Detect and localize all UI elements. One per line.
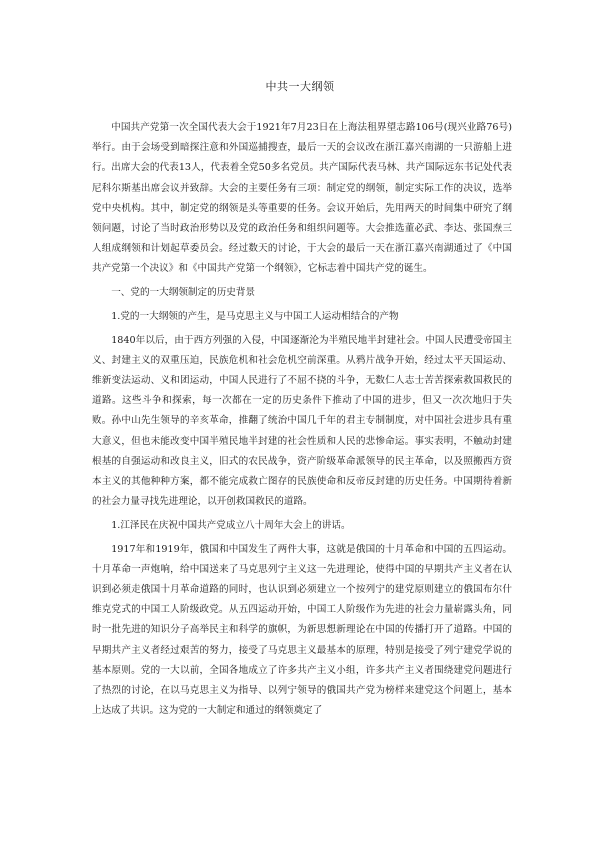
document-body	[92, 118, 512, 725]
paragraph-revolution: 1917年和1919年，俄国和中国发生了两件大事，这就是俄国的十月革命和中国的五四运动。十月革命一声炮响，给中国送来了马克思列宁主义这一先进理论，使得中国的早期共产主义者在认识到必须走俄国十月革命道路的同时，也认识到必须建立一个按列宁的建党原则建立的俄国布尔什维克党式的中国工人阶级政党。从五四运动开始，中国工人阶级作为先进的社会力量崭露头角，同时一批先进的知识分子高举民主和科学的旗帜，为新思想新理论在中国的传播打开了道路。中国的早期共产主义者经过艰苦的努力，接受了马克思主义最基本的原理，特别是接受了列宁建党学说的基本原则。党的一大以前，全国各地成立了许多共产主义小组，许多共产主义者围绕建党问题进行了热烈的讨论，在以马克思主义为指导、以列宁领导的俄国共产党为榜样来建党这个问题上，基本上达成了共识。这为党的一大制定和通过的纲领奠定了	[92, 543, 512, 717]
paragraph-history: 1840年以后，由于西方列强的入侵，中国逐渐沦为半殖民地半封建社会。中国人民遭受帝国主义、封建主义的双重压迫，民族危机和社会危机空前深重。从鸦片战争开始，经过太平天国运动、维新变法运动、义和团运动，中国人民进行了不屈不挠的斗争，无数仁人志士苦苦探索救国救民的道路。这些斗争和探索，每一次都在一定的历史条件下推动了中国的进步，但又一次次地归于失败。孙中山先生领导的辛亥革命，推翻了统治中国几千年的君主专制制度，对中国社会进步具有重大意义，但也未能改变中国半殖民地半封建的社会性质和人民的悲惨命运。事实表明，不触动封建根基的自强运动和改良主义，旧式的农民战争，资产阶级革命派领导的民主革命，以及照搬西方资本主义的其他种种方案，都不能完成救亡图存的民族使命和反帝反封建的历史任务。中国期待着新的社会力量寻找先进理论，以开创救国救民的道路。	[92, 334, 512, 508]
citation-note: 1.江泽民在庆祝中国共产党成立八十周年大会上的讲话。	[111, 519, 351, 531]
section-heading: 一、党的一大纲领制定的历史背景	[111, 287, 256, 299]
document-title: 中共一大纲领	[265, 80, 335, 93]
subsection-heading: 1.党的一大纲领的产生，是马克思主义与中国工人运动相结合的产物	[111, 310, 399, 322]
paragraph-intro: 中国共产党第一次全国代表大会于1921年7月23日在上海法租界望志路106号(现兴业路76号)举行。由于会场受到暗探注意和外国巡捕搜查，最后一天的会议改在浙江嘉兴南湖的一只游船上进行。出席大会的代表13人，代表着全党50多名党员。共产国际代表马林、共产国际远东书记处代表尼科尔斯基出席会议并致辞。大会的主要任务有三项：制定党的纲领，制定实际工作的决议，选举党中央机构。其中，制定党的纲领是头等重要的任务。会议开始后，先用两天的时间集中研究了纲领问题，讨论了当时政治形势以及党的政治任务和组织问题等。大会推选董必武、李达、张国焘三人组成纲领和计划起草委员会。经过数天的讨论，于大会的最后一天在浙江嘉兴南湖通过了《中国共产党第一个决议》和《中国共产党第一个纲领》，它标志着中国共产党的诞生。	[92, 122, 512, 275]
